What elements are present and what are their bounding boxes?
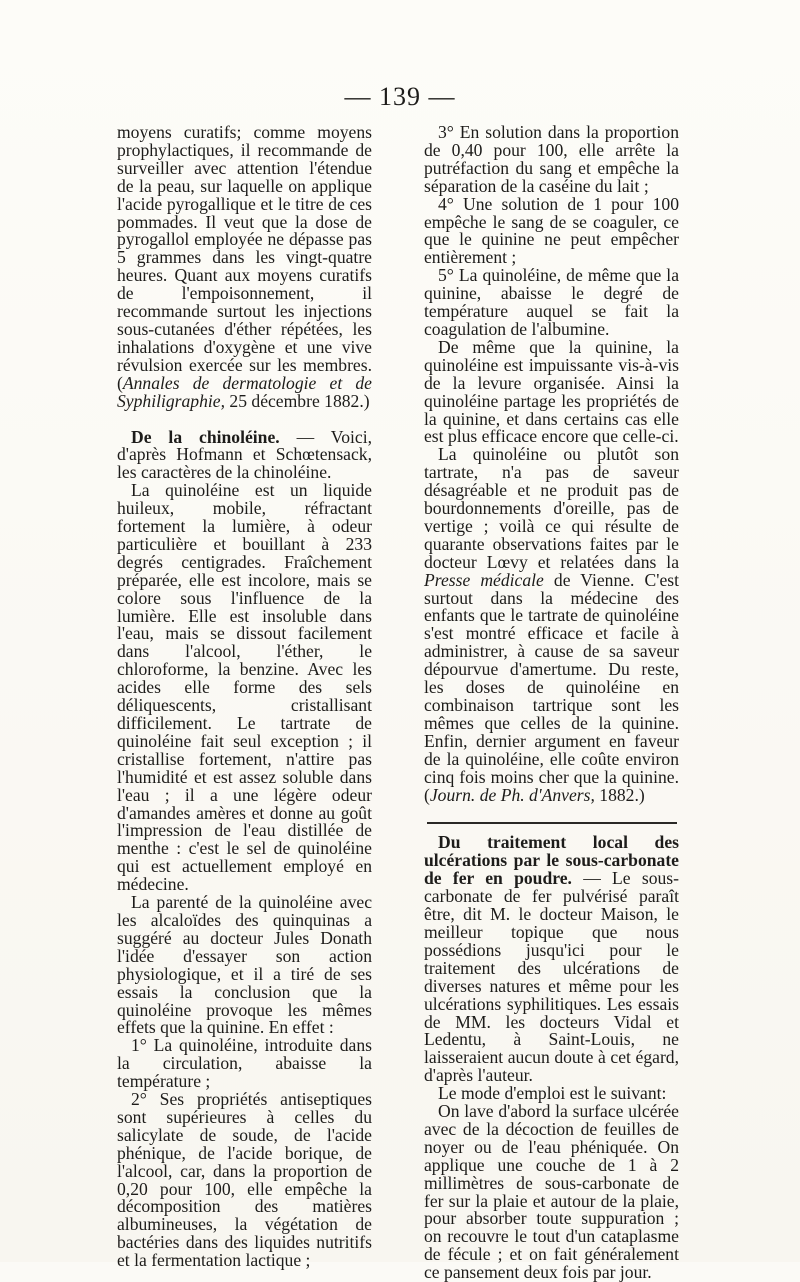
list-item: 2° Ses propriétés antiseptiques sont supérieures à celles du salicylate de soude, de l'acide phénique, de l'acide borique, de l'alcool, car, dans la proportion de 0,20 pour 100, elle empêche la décomposition des matières albumineuses, la végétation de bactéries dans des liquides nutritifs et la fermentation lactique ; <box>117 1089 372 1271</box>
section-chinoleine: De la chinoléine. — Voici, d'après Hofmann et Schœtensack, les caractères de la chinoléine. <box>117 426 372 483</box>
section-heading: De la chinoléine. <box>131 426 280 447</box>
page-number: — 139 — <box>344 82 456 111</box>
paragraph: La quinoléine est un liquide huileux, mobile, réfractant fortement la lumière, à odeur particulière et bouillant à 233 degrés centigrades. Fraîchement préparée, elle est incolore, mais se colore sous l'influence de la lumière. Elle est insoluble dans l'eau, mais se dissout facilement dans l'alcool, l'éther, le chloroforme, la benzine. Avec les acides elle forme des sels déliquescents, cristallisant difficilement. Le tartrate de quinoléine fait seul exception ; il cristallise fortement, n'attire pas l'humidité et est assez soluble dans l'eau ; il a une légère odeur d'amandes amères et donne au goût l'impression de l'eau distillée de menthe : c'est le sel de quinoléine qui est actuellement employé en médecine. <box>117 480 372 895</box>
paragraph: La parenté de la quinoléine avec les alcaloïdes des quinquinas a suggéré au docteur Jules Donath l'idée d'essayer son action physiologique, et il a tiré de ses essais la conclusion que la quinoléine provoque les mêmes effets que la quinine. En effet : <box>117 892 372 1038</box>
list-item: 5° La quinoléine, de même que la quinine, abaisse le degré de température auquel se fait la coagulation de l'albumine. <box>424 265 679 339</box>
right-column <box>424 124 679 1282</box>
section-heading: Du traitement local des ulcérations par le sous-carbonate de fer en poudre. <box>424 832 679 889</box>
section-ulcerations: Du traitement local des ulcérations par le sous-carbonate de fer en poudre. — Le sous-carbonate de fer pulvérisé paraît être, dit M. le docteur Maison, le meilleur topique que nous possédions jusqu'ici pour le traitement des ulcérations de diverses natures et même pour les ulcérations syphilitiques. Les essais de MM. les docteurs Vidal et Ledentu, à Saint-Louis, ne laisseraient aucun doute à cet égard, d'après l'auteur. <box>424 832 679 1086</box>
section-divider <box>427 822 677 824</box>
paragraph: Le mode d'emploi est le suivant: <box>438 1083 667 1104</box>
paragraph: moyens curatifs; comme moyens prophylactiques, il recommande de surveiller avec attention l'étendue de la peau, sur laquelle on applique l'acide pyrogallique et le titre de ces pommades. Il veut que la dose de pyrogallol employée ne dépasse pas 5 grammes dans les vingt-quatre heures. Quant aux moyens curatifs de l'empoisonnement, il recommande surtout les injections sous-cutanées d'éther répétées, les inhalations d'oxygène et une vive révulsion exercée sur les membres. (Annales de dermatologie et de Syphiligraphie, 25 décembre 1882.) <box>117 122 372 411</box>
paragraph: On lave d'abord la surface ulcérée avec de la décoction de feuilles de noyer ou de l'eau phéniquée. On applique une couche de 1 à 2 millimètres de sous-carbonate de fer sur la plaie et autour de la plaie, pour absorber toute suppuration ; on recouvre le tout d'un cataplasme de fécule ; et on fait généralement ce pansement deux fois par jour. <box>424 1101 679 1282</box>
paragraph: La quinoléine ou plutôt son tartrate, n'a pas de saveur désagréable et ne produit pas de bourdonnements d'oreille, pas de vertige ; voilà ce qui résulte de quarante observations faites par le docteur Lœvy et relatées dans la Presse médicale de Vienne. C'est surtout dans la médecine des enfants que le tartrate de quinoléine s'est montré efficace et facile à administrer, à cause de sa saveur dépourvue d'amertume. Du reste, les doses de quinoléine en combinaison tartrique sont les mêmes que celles de la quinine. Enfin, dernier argument en faveur de la quinoléine, elle coûte environ cinq fois moins cher que la quinine. (Journ. de Ph. d'Anvers, 1882.) <box>424 444 679 805</box>
list-item: 1° La quinoléine, introduite dans la circulation, abaisse la température ; <box>117 1035 372 1092</box>
left-column <box>117 124 372 1270</box>
list-item: 3° En solution dans la proportion de 0,40 pour 100, elle arrête la putréfaction du sang et empêche la séparation de la caséine du lait ; <box>424 122 679 196</box>
list-item: 4° Une solution de 1 pour 100 empêche le sang de se coaguler, ce que le quinine ne peut empêcher entièrement ; <box>424 193 679 268</box>
paragraph: De même que la quinine, la quinoléine est impuissante vis-à-vis de la levure organisée. Ainsi la quinoléine partage les propriétés de la quinine, et dans certains cas elle est plus efficace encore que celle-ci. <box>424 336 679 447</box>
